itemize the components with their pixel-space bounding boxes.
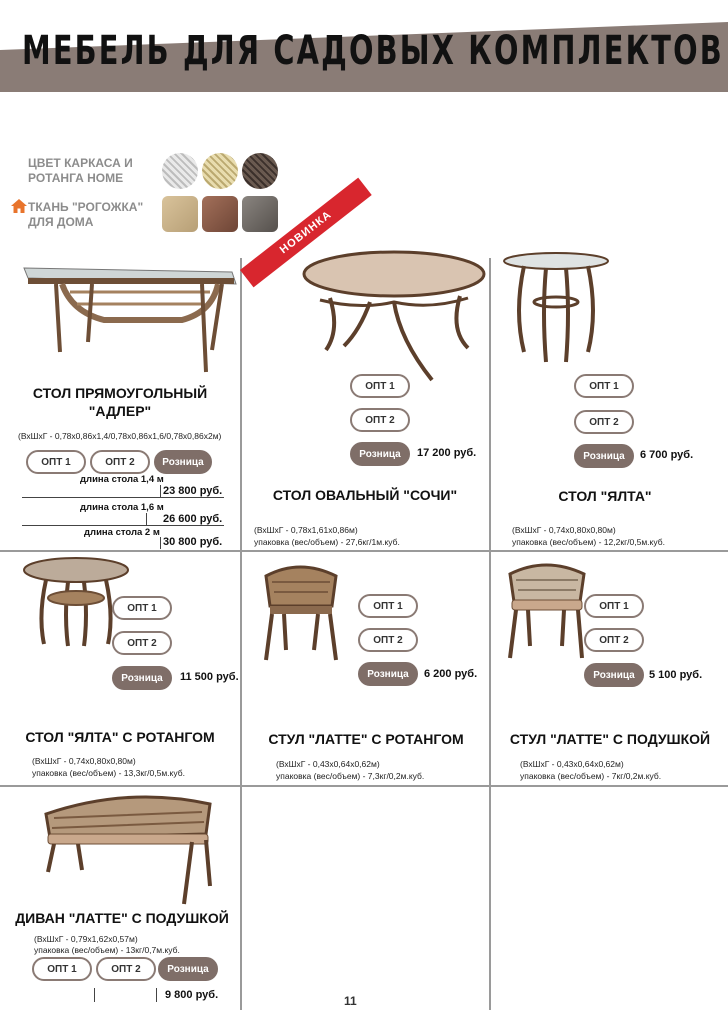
sofa-tick-2 (156, 988, 157, 1002)
sochi-opt2-button[interactable]: ОПТ 2 (350, 408, 410, 432)
adler-name (6, 384, 234, 420)
sochi-name: СТОЛ ОВАЛЬНЫЙ "СОЧИ" (272, 487, 458, 503)
sofa-opt2-button[interactable]: ОПТ 2 (96, 957, 156, 981)
yalta-rattan-opt2-button[interactable]: ОПТ 2 (112, 631, 172, 655)
adler-variant-2-tick (146, 513, 147, 525)
sochi-opt1-button[interactable]: ОПТ 1 (350, 374, 410, 398)
latte-cushion-pack: упаковка (вес/объем) - 7кг/0,2м.куб. (520, 771, 662, 781)
frame-label-line1: ЦВЕТ КАРКАСА И (28, 156, 133, 170)
latte-cushion-price: 5 100 руб. (649, 669, 703, 681)
latte-cushion-opt2-button[interactable]: ОПТ 2 (584, 628, 644, 652)
adler-variant-1-price: 23 800 руб. (163, 485, 223, 497)
latte-rattan-price: 6 200 руб. (424, 668, 478, 680)
sochi-price: 17 200 руб. (417, 447, 477, 459)
yalta-name: СТОЛ "ЯЛТА" (558, 488, 652, 504)
swatch-brown-rattan (242, 153, 278, 189)
yalta-table-image (502, 252, 612, 364)
adler-variant-3-price: 30 800 руб. (163, 536, 223, 548)
fabric-label (28, 200, 143, 230)
latte-cushion-chair-image (506, 562, 588, 662)
latte-cushion-name: СТУЛ "ЛАТТЕ" С ПОДУШКОЙ (509, 731, 711, 747)
sofa-dims: (ВхШхГ - 0,79х1,62х0,57м) (34, 934, 138, 944)
latte-rattan-pack: упаковка (вес/объем) - 7,3кг/0,2м.куб. (276, 771, 425, 781)
adler-variant-1-tick (160, 485, 161, 497)
yalta-rattan-opt1-button[interactable]: ОПТ 1 (112, 596, 172, 620)
yalta-retail-button[interactable]: Розница (574, 444, 634, 468)
grid-row-divider-2 (0, 785, 728, 787)
yalta-rattan-name: СТОЛ "ЯЛТА" С РОТАНГОМ (25, 729, 215, 745)
yalta-rattan-dims: (ВхШхГ - 0,74х0,80х0,80м) (32, 756, 136, 766)
page-number: 11 (344, 994, 357, 1008)
adler-variant-2-label: длина стола 1,6 м (80, 502, 164, 513)
adler-variant-2-line (22, 525, 224, 526)
yalta-pack: упаковка (вес/объем) - 12,2кг/0,5м.куб. (512, 537, 665, 547)
swatch-white-rattan (162, 153, 198, 189)
yalta-rattan-pack: упаковка (вес/объем) - 13,3кг/0,5м.куб. (32, 768, 185, 778)
sochi-table-image (300, 250, 488, 385)
grid-col-divider-1 (240, 258, 242, 1010)
adler-variant-1-line (22, 497, 224, 498)
yalta-opt2-button[interactable]: ОПТ 2 (574, 410, 634, 434)
yalta-rattan-retail-button[interactable]: Розница (112, 666, 172, 690)
sofa-pack: упаковка (вес/объем) - 13кг/0,7м.куб. (34, 945, 180, 955)
latte-rattan-opt1-button[interactable]: ОПТ 1 (358, 594, 418, 618)
sofa-retail-button[interactable]: Розница (158, 957, 218, 981)
sochi-dims: (ВхШхГ - 0,78х1,61х0,86м) (254, 525, 358, 535)
adler-opt1-button[interactable]: ОПТ 1 (26, 450, 86, 474)
latte-rattan-retail-button[interactable]: Розница (358, 662, 418, 686)
sofa-price: 9 800 руб. (165, 989, 219, 1001)
latte-rattan-chair-image (260, 562, 342, 664)
adler-variant-2-price: 26 600 руб. (163, 513, 223, 525)
fabric-label-line2: ДЛЯ ДОМА (28, 215, 94, 229)
grid-col-divider-2 (489, 258, 491, 1010)
grid-row-divider-1 (0, 550, 728, 552)
fabric-label-line1: ТКАНЬ "РОГОЖКА" (28, 200, 144, 214)
adler-table-image (22, 262, 238, 380)
latte-cushion-retail-button[interactable]: Розница (584, 663, 644, 687)
adler-variant-1-label: длина стола 1,4 м (80, 474, 164, 485)
adler-opt2-button[interactable]: ОПТ 2 (90, 450, 150, 474)
swatch-beige-rattan (202, 153, 238, 189)
swatch-fabric-brown (202, 196, 238, 232)
adler-dims: (ВхШхГ - 0,78х0,86х1,4/0,78х0,86х1,6/0,78х0,86х2м) (18, 431, 222, 441)
home-icon (11, 199, 27, 213)
yalta-dims: (ВхШхГ - 0,74х0,80х0,80м) (512, 525, 616, 535)
latte-rattan-name: СТУЛ "ЛАТТЕ" С РОТАНГОМ (268, 731, 464, 747)
yalta-price: 6 700 руб. (640, 449, 694, 461)
sofa-image (42, 794, 214, 906)
sofa-tick-1 (94, 988, 95, 1002)
sochi-pack: упаковка (вес/объем) - 27,6кг/1м.куб. (254, 537, 400, 547)
frame-label-line2: РОТАНГА HOME (28, 171, 124, 185)
latte-rattan-opt2-button[interactable]: ОПТ 2 (358, 628, 418, 652)
latte-rattan-dims: (ВхШхГ - 0,43х0,64х0,62м) (276, 759, 380, 769)
adler-retail-button[interactable]: Розница (154, 450, 212, 474)
frame-color-label (28, 156, 133, 186)
yalta-rattan-price: 11 500 руб. (180, 671, 239, 683)
header-banner (0, 22, 728, 92)
latte-cushion-opt1-button[interactable]: ОПТ 1 (584, 594, 644, 618)
page-title: МЕБЕЛЬ ДЛЯ САДОВЫХ КОМПЛЕКТОВ (22, 28, 724, 74)
adler-variant-3-label: длина стола 2 м (84, 527, 160, 538)
adler-name-line1: СТОЛ ПРЯМОУГОЛЬНЫЙ (32, 385, 208, 401)
latte-cushion-dims: (ВхШхГ - 0,43х0,64х0,62м) (520, 759, 624, 769)
adler-variant-3-tick (160, 537, 161, 549)
swatch-fabric-beige (162, 196, 198, 232)
sochi-retail-button[interactable]: Розница (350, 442, 410, 466)
yalta-opt1-button[interactable]: ОПТ 1 (574, 374, 634, 398)
sofa-opt1-button[interactable]: ОПТ 1 (32, 957, 92, 981)
swatch-fabric-grey (242, 196, 278, 232)
adler-name-line2: "АДЛЕР" (88, 403, 152, 419)
new-badge-label: НОВИНКА (240, 178, 372, 288)
sofa-name: ДИВАН "ЛАТТЕ" С ПОДУШКОЙ (15, 910, 229, 926)
